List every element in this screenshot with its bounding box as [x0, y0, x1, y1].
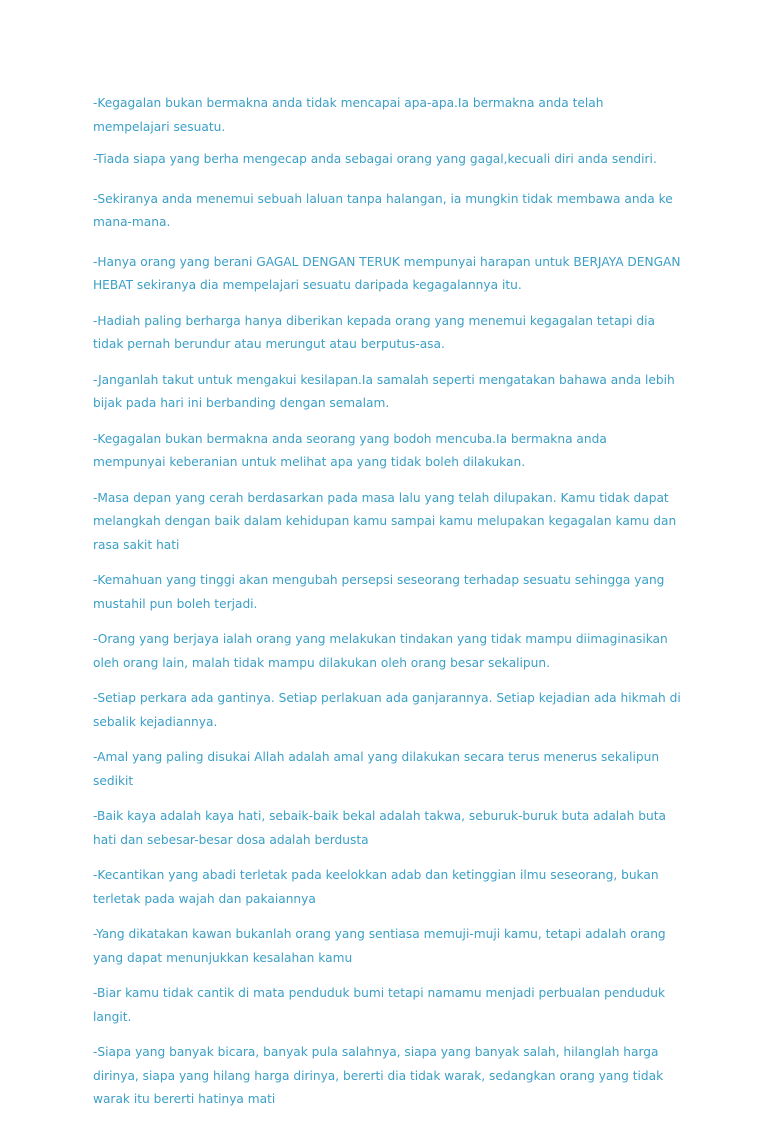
- quote-item: -Tiada siapa yang berha mengecap anda sebagai orang yang gagal,kecuali diri anda sendiri.: [93, 152, 657, 166]
- quote-item: -Amal yang paling disukai Allah adalah amal yang dilakukan secara terus menerus sekalipun sedikit: [93, 750, 660, 788]
- quote-item: -Hadiah paling berharga hanya diberikan kepada orang yang menemui kegagalan tetapi dia tidak pernah berundur atau merungut atau berputus-asa.: [93, 313, 655, 351]
- quote-item: -Biar kamu tidak cantik di mata penduduk bumi tetapi namamu menjadi perbualan penduduk langit.: [93, 986, 666, 1024]
- quote-item: -Hanya orang yang berani GAGAL DENGAN TERUK mempunyai harapan untuk BERJAYA DENGAN HEBAT sekiranya dia mempelajari sesuatu daripada kegagalannya itu.: [93, 254, 681, 292]
- quote-item: -Kemahuan yang tinggi akan mengubah persepsi seseorang terhadap sesuatu sehingga yang mustahil pun boleh terjadi.: [93, 573, 665, 611]
- quote-item: -Orang yang berjaya ialah orang yang melakukan tindakan yang tidak mampu diimaginasikan oleh orang lain, malah tidak mampu dilakukan oleh orang besar sekalipun.: [93, 632, 668, 670]
- quote-item: -Kecantikan yang abadi terletak pada keelokkan adab dan ketinggian ilmu seseorang, bukan terletak pada wajah dan pakaiannya: [93, 868, 659, 906]
- quote-item: -Baik kaya adalah kaya hati, sebaik-baik bekal adalah takwa, seburuk-buruk buta adalah buta hati dan sebesar-besar dosa adalah berdusta: [93, 809, 666, 847]
- quote-item: -Siapa yang banyak bicara, banyak pula salahnya, siapa yang banyak salah, hilanglah harga dirinya, siapa yang hilang harga dirinya, bererti dia tidak warak, sedangkan orang yang tidak warak itu bererti hatinya mati: [93, 1045, 664, 1106]
- quote-item: -Kegagalan bukan bermakna anda tidak mencapai apa-apa.Ia bermakna anda telah mempelajari sesuatu.: [93, 96, 604, 134]
- quote-item: -Setiap perkara ada gantinya. Setiap perlakuan ada ganjarannya. Setiap kejadian ada hikmah di sebalik kejadiannya.: [93, 691, 681, 729]
- quote-item: -Masa depan yang cerah berdasarkan pada masa lalu yang telah dilupakan. Kamu tidak dapat melangkah dengan baik dalam kehidupan kamu sampai kamu melupakan kegagalan kamu dan rasa sakit hati: [93, 490, 677, 552]
- quote-item: -Kegagalan bukan bermakna anda seorang yang bodoh mencuba.Ia bermakna anda mempunyai keberanian untuk melihat apa yang tidak boleh dilakukan.: [93, 431, 607, 469]
- quote-list: [93, 92, 683, 1124]
- quote-item: -Yang dikatakan kawan bukanlah orang yang sentiasa memuji-muji kamu, tetapi adalah orang yang dapat menunjukkan kesalahan kamu: [93, 927, 666, 965]
- quote-item: -Janganlah takut untuk mengakui kesilapan.Ia samalah seperti mengatakan bahawa anda lebih bijak pada hari ini berbanding dengan semalam.: [93, 372, 675, 410]
- quote-item: -Sekiranya anda menemui sebuah laluan tanpa halangan, ia mungkin tidak membawa anda ke mana-mana.: [93, 191, 673, 229]
